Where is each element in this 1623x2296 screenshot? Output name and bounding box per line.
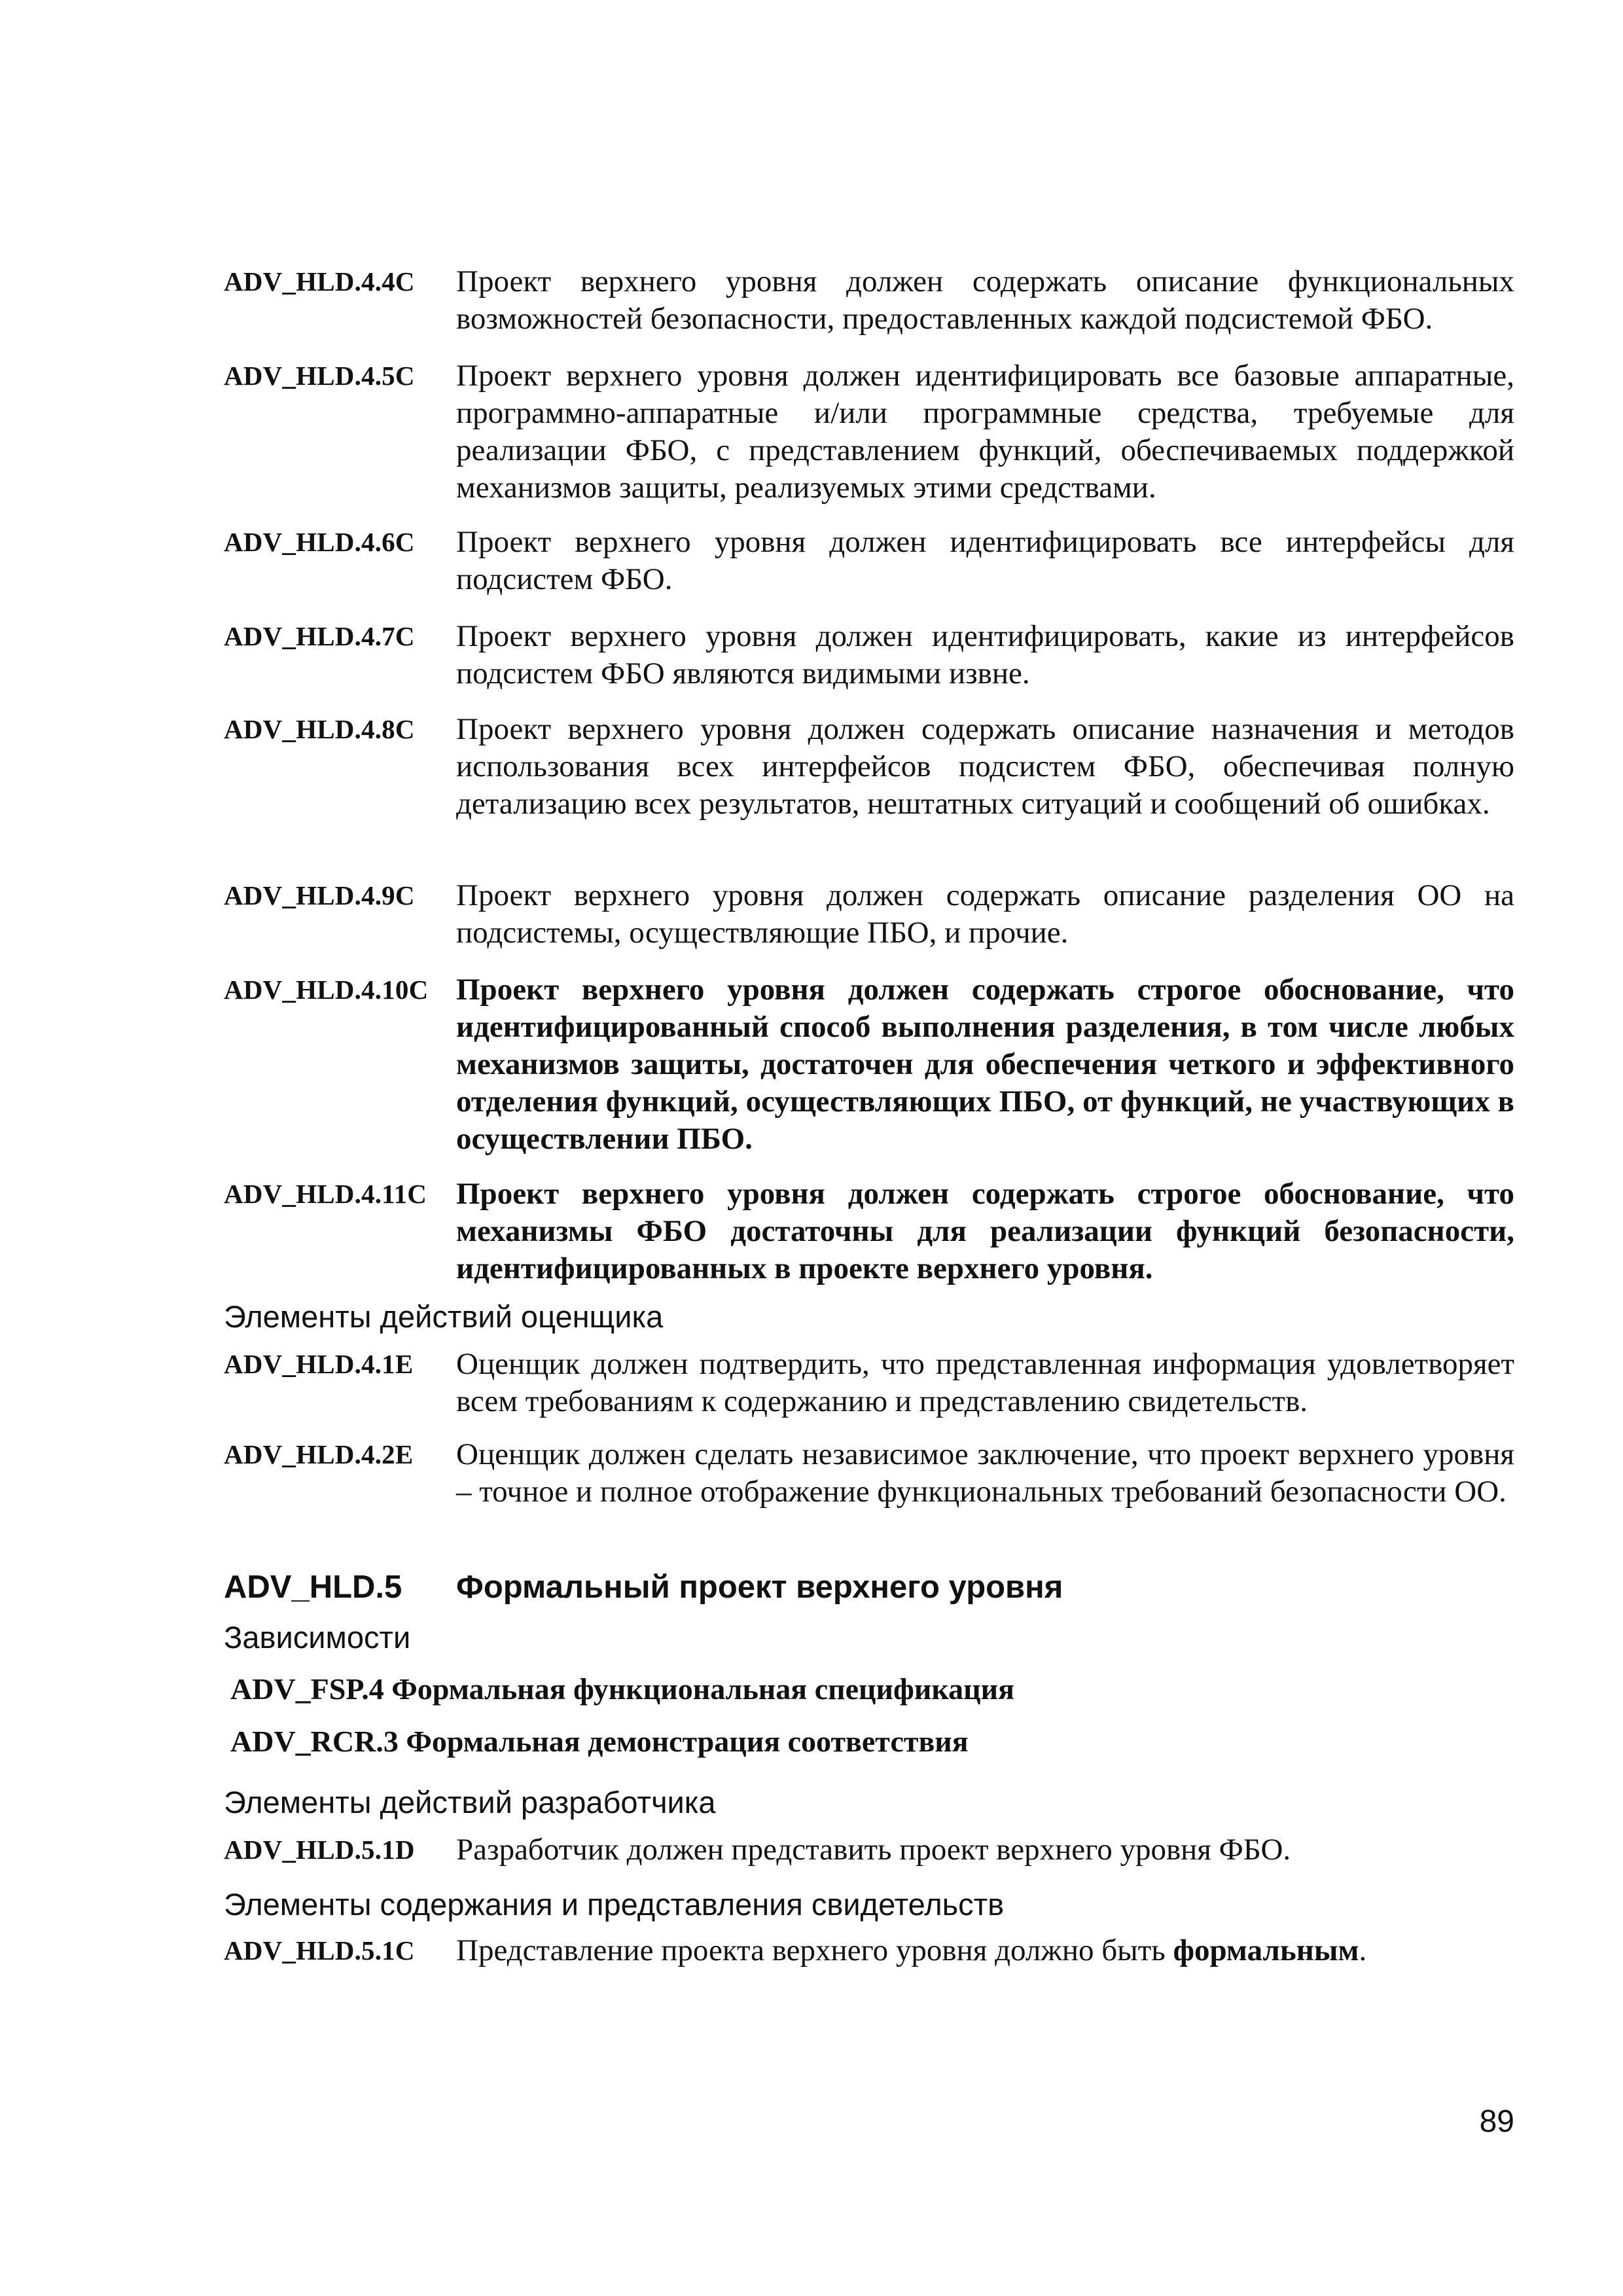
requirement-text: Разработчик должен представить проект верхнего уровня ФБО. xyxy=(456,1833,1291,1867)
dependency-item: ADV_RCR.3 Формальная демонстрация соответствия xyxy=(230,1725,969,1758)
dependencies-heading: Зависимости xyxy=(224,1620,411,1655)
requirement-text: Проект верхнего уровня должен содержать описание разделения ОО на подсистемы, осуществляющие ПБО, и прочие. xyxy=(456,878,1514,950)
requirement-text: Проект верхнего уровня должен содержать строгое обоснование, что механизмы ФБО достаточны для реализации функций безопасности, идентифицированных в проекте верхнего уровня. xyxy=(456,1177,1514,1285)
requirement-code: ADV_HLD.4.5C xyxy=(224,361,415,391)
requirement-code: ADV_HLD.5.1D xyxy=(224,1835,415,1865)
requirement-code: ADV_HLD.4.10C xyxy=(224,975,429,1005)
requirement-text: Оценщик должен сделать независимое заключение, что проект верхнего уровня – точное и полное отображение функциональных требований безопасности ОО. xyxy=(456,1437,1514,1509)
requirement-code: ADV_HLD.4.9C xyxy=(224,880,415,910)
requirement-code: ADV_HLD.4.8C xyxy=(224,714,415,744)
component-heading xyxy=(224,1567,1063,1607)
requirement-code: ADV_HLD.4.4C xyxy=(224,266,415,296)
requirement-item xyxy=(224,877,1514,952)
dependency-item: ADV_FSP.4 Формальная функциональная спецификация xyxy=(230,1672,1015,1706)
evaluator-item xyxy=(224,1346,1514,1420)
content-item xyxy=(224,1932,1514,1969)
requirement-text: Проект верхнего уровня должен содержать описание функциональных возможностей безопасности, предоставленных каждой подсистемой ФБО. xyxy=(456,264,1514,336)
requirement-text: Проект верхнего уровня должен идентифицировать все базовые аппаратные, программно-аппаратные и/или программные средства, требуемые для реализации ФБО, с представлением функций, обеспечиваемых поддержкой механизмов защиты, реализуемых этими средствами. xyxy=(456,359,1514,505)
emphasis-text: формальным xyxy=(1173,1933,1359,1967)
component-title: Формальный проект верхнего уровня xyxy=(456,1570,1063,1605)
requirement-code: ADV_HLD.4.2E xyxy=(224,1439,414,1469)
requirement-text: Проект верхнего уровня должен содержать строгое обоснование, что идентифицированный способ выполнения разделения, в том числе любых механизмов защиты, достаточен для обеспечения четкого и эффективного отделения функций, осуществляющих ПБО, от функций, не участвующих в осуществлении ПБО. xyxy=(456,973,1514,1156)
evaluator-item xyxy=(224,1436,1514,1511)
text-part: Представление проекта верхнего уровня должно быть xyxy=(456,1933,1173,1967)
requirement-item xyxy=(224,971,1514,1158)
requirement-item xyxy=(224,357,1514,507)
content-elements-heading: Элементы содержания и представления свидетельств xyxy=(224,1887,1005,1922)
component-code: ADV_HLD.5 xyxy=(224,1570,402,1605)
requirement-text: Проект верхнего уровня должен идентифицировать, какие из интерфейсов подсистем ФБО являются видимыми извне. xyxy=(456,619,1514,691)
requirement-item xyxy=(224,711,1514,823)
requirement-text: Проект верхнего уровня должен идентифицировать все интерфейсы для подсистем ФБО. xyxy=(456,525,1514,596)
requirement-code: ADV_HLD.4.1E xyxy=(224,1349,414,1379)
requirement-item xyxy=(224,618,1514,692)
page-number: 89 xyxy=(1479,2104,1514,2139)
requirement-text xyxy=(456,1932,1514,1969)
developer-actions-heading: Элементы действий разработчика xyxy=(224,1785,716,1820)
developer-item xyxy=(224,1831,1514,1869)
requirement-code: ADV_HLD.5.1C xyxy=(224,1935,415,1965)
evaluator-actions-heading: Элементы действий оценщика xyxy=(224,1299,664,1334)
requirement-code: ADV_HLD.4.6C xyxy=(224,527,415,557)
requirement-code: ADV_HLD.4.7C xyxy=(224,621,415,651)
requirement-item xyxy=(224,1175,1514,1287)
requirement-text: Оценщик должен подтвердить, что представленная информация удовлетворяет всем требованиям к содержанию и представлению свидетельств. xyxy=(456,1347,1514,1418)
requirement-item xyxy=(224,263,1514,338)
text-part: . xyxy=(1359,1933,1367,1967)
requirement-item xyxy=(224,524,1514,598)
requirement-text: Проект верхнего уровня должен содержать описание назначения и методов использования всех интерфейсов подсистем ФБО, обеспечивая полную детализацию всех результатов, нештатных ситуаций и сообщений об ошибках. xyxy=(456,712,1514,821)
requirement-code: ADV_HLD.4.11C xyxy=(224,1179,427,1209)
